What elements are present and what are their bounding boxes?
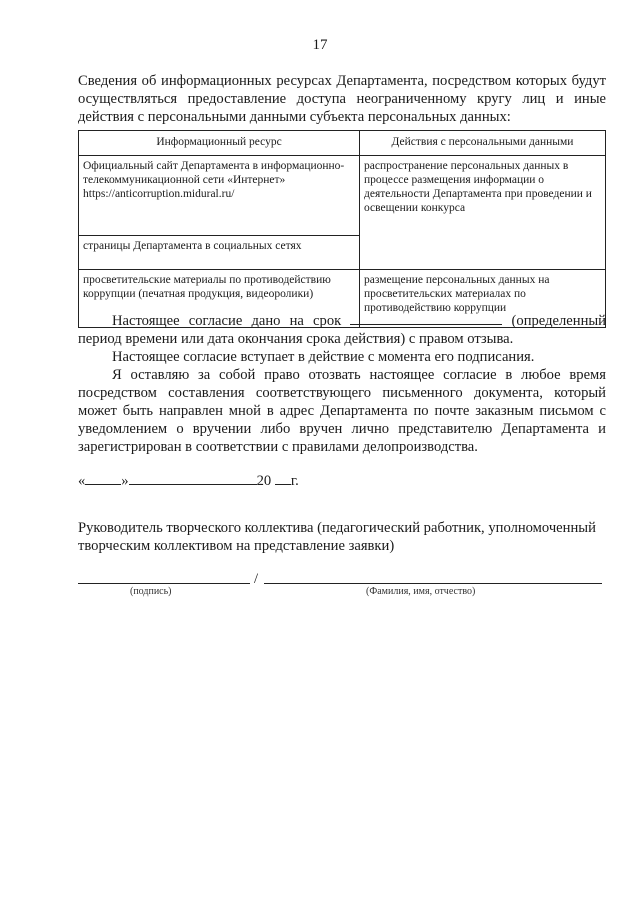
table-cell: размещение персональных данных на просветительских материалах по противодействию коррупции bbox=[360, 270, 606, 328]
header-actions: Действия с персональными данными bbox=[360, 131, 606, 156]
date-open-quote: « bbox=[78, 473, 86, 489]
signature-line bbox=[78, 583, 250, 584]
effect-paragraph bbox=[78, 348, 606, 366]
table-cell: страницы Департамента в социальных сетях bbox=[79, 236, 360, 270]
table-cell: Официальный сайт Департамента в информационно-телекоммуникационной сети «Интернет» https://anticorruption.midural.ru/ bbox=[79, 156, 360, 236]
revoke-text: Я оставляю за собой право отозвать настоящее согласие в любое время посредством составления соответствующего письменного документа, который может быть направлен мной в адрес Департамента по почте заказным письмом с уведомлением о вручении либо вручен лично представителю Департамента и зарегистрирован в соответствии с правилами делопроизводства. bbox=[78, 367, 606, 455]
year-prefix: 20 bbox=[256, 473, 272, 489]
name-line bbox=[264, 583, 602, 584]
table-cell: распространение персональных данных в процессе размещения информации о деятельности Департамента при проведении и освещении конкурса bbox=[360, 156, 606, 236]
table-cell: просветительские материалы по противодействию коррупции (печатная продукция, видеоролики) bbox=[79, 270, 360, 328]
date-close-quote: » bbox=[121, 473, 129, 489]
table-cell bbox=[360, 236, 606, 270]
page-number: 17 bbox=[312, 37, 328, 53]
header-resource: Информационный ресурс bbox=[79, 131, 360, 156]
table-row bbox=[79, 156, 606, 236]
term-blank bbox=[350, 312, 502, 325]
day-blank bbox=[85, 472, 121, 485]
table-row bbox=[79, 236, 606, 270]
table-header-row bbox=[79, 131, 606, 156]
signature-slash: / bbox=[254, 571, 259, 587]
signature-caption: (подпись) bbox=[130, 586, 172, 597]
intro-paragraph: Сведения об информационных ресурсах Департамента, посредством которых будут осуществляться предоставление доступа неограниченному кругу лиц и иные действия с персональными данными субъекта персональных данных: bbox=[78, 73, 606, 125]
term-after: (определенный период времени или дата окончания срока действия) с правом отзыва. bbox=[78, 313, 606, 347]
term-paragraph bbox=[78, 312, 606, 348]
effect-text: Настоящее согласие вступает в действие с момента его подписания. bbox=[112, 349, 535, 365]
term-before: Настоящее согласие дано на срок bbox=[112, 313, 342, 329]
name-caption: (Фамилия, имя, отчество) bbox=[366, 586, 476, 597]
revoke-paragraph bbox=[78, 366, 606, 456]
date-line bbox=[78, 472, 299, 490]
signer-role: Руководитель творческого коллектива (педагогический работник, уполномоченный творческим коллективом на представление заявки) bbox=[78, 520, 596, 554]
year-suffix: г. bbox=[290, 473, 299, 489]
month-blank bbox=[129, 472, 257, 485]
resources-table bbox=[78, 130, 606, 328]
year-blank bbox=[275, 472, 291, 485]
